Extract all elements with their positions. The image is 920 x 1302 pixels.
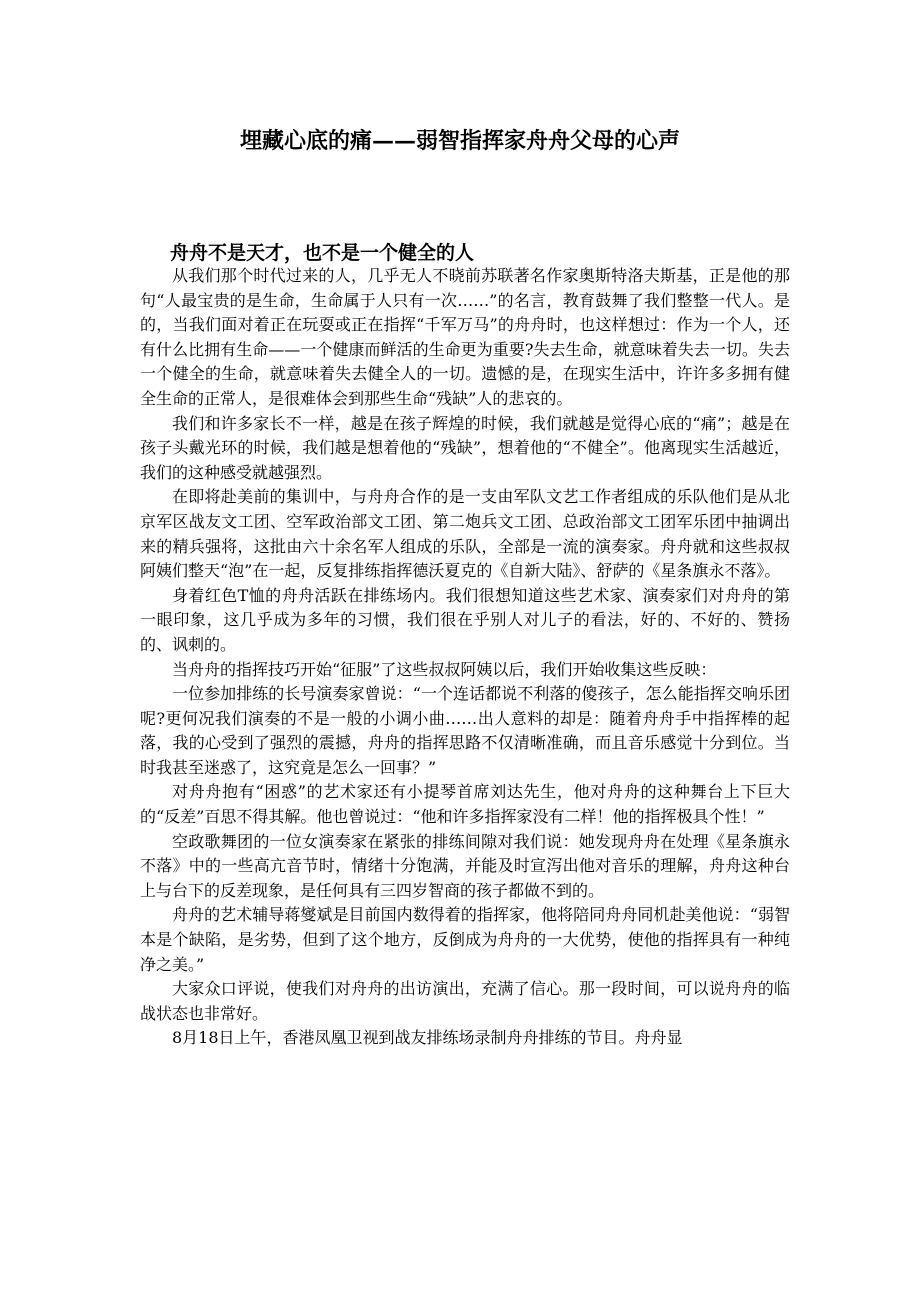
paragraph: 空政歌舞团的一位女演奏家在紧张的排练间隙对我们说：她发现舟舟在处理《星条旗永不落》中的一些高亢音节时，情绪十分饱满，并能及时宣泻出他对音乐的理解，舟舟这种台上与台下的反差现象，是任何具有三四岁智商的孩子都做不到的。	[140, 831, 790, 900]
paragraph: 8月18日上午，香港凤凰卫视到战友排练场录制舟舟排练的节目。舟舟显	[172, 1028, 683, 1048]
paragraph: 身着红色T恤的舟舟活跃在排练场内。我们很想知道这些艺术家、演奏家们对舟舟的第一眼印象，这几乎成为多年的习惯，我们很在乎别人对儿子的看法，好的、不好的、赞扬的、讽刺的。	[140, 585, 790, 654]
paragraph: 一位参加排练的长号演奏家曾说：“一个连话都说不利落的傻孩子，怎么能指挥交响乐团呢?更何况我们演奏的不是一般的小调小曲……出人意料的却是：随着舟舟手中指挥棒的起落，我的心受到了强烈的震撼，舟舟的指挥思路不仅清晰准确，而且音乐感觉十分到位。当时我甚至迷惑了，这究竟是怎么一回事？”	[140, 684, 790, 777]
paragraph: 我们和许多家长不一样，越是在孩子辉煌的时候，我们就越是觉得心底的“痛”；越是在孩子头戴光环的时候，我们越是想着他的“残缺”，想着他的“不健全”。他离现实生活越近，我们的这种感受就越强烈。	[140, 413, 790, 482]
document-body	[140, 264, 790, 1051]
paragraph: 从我们那个时代过来的人，几乎无人不晓前苏联著名作家奥斯特洛夫斯基，正是他的那句“人最宝贵的是生命，生命属于人只有一次……”的名言，教育鼓舞了我们整整一代人。是的，当我们面对着正在玩耍或正在指挥“千军万马”的舟舟时，也这样想过：作为一个人，还有什么比拥有生命——一个健康而鲜活的生命更为重要?失去生命，就意味着失去一切。失去一个健全的生命，就意味着失去健全人的一切。遗憾的是，在现实生活中，许许多多拥有健全生命的正常人，是很难体会到那些生命“残缺”人的悲哀的。	[140, 266, 790, 408]
paragraph: 舟舟的艺术辅导蒋燮斌是目前国内数得着的指挥家，他将陪同舟舟同机赴美他说：“弱智本是个缺陷，是劣势，但到了这个地方，反倒成为舟舟的一大优势，使他的指挥具有一种纯净之美。”	[140, 905, 790, 974]
paragraph: 在即将赴美前的集训中，与舟舟合作的是一支由军队文艺工作者组成的乐队他们是从北京军区战友文工团、空军政治部文工团、第二炮兵文工团、总政治部文工团军乐团中抽调出来的精兵强将，这批由六十余名军人组成的乐队，全部是一流的演奏家。舟舟就和这些叔叔阿姨们整天“泡”在一起，反复排练指挥德沃夏克的《自新大陆》、舒萨的《星条旗永不落》。	[140, 487, 790, 581]
paragraph: 对舟舟抱有“困惑”的艺术家还有小提琴首席刘达先生，他对舟舟的这种舞台上下巨大的“反差”百思不得其解。他也曾说过：“他和许多指挥家没有二样！他的指挥极具个性！”	[140, 782, 790, 827]
paragraph: 大家众口评说，使我们对舟舟的出访演出，充满了信心。那一段时间，可以说舟舟的临战状态也非常好。	[140, 979, 790, 1023]
paragraph: 当舟舟的指挥技巧开始“征服”了这些叔叔阿姨以后，我们开始收集这些反映：	[172, 659, 717, 679]
section-heading: 舟舟不是天才，也不是一个健全的人	[170, 242, 475, 264]
document-title: 埋藏心底的痛——弱智指挥家舟舟父母的心声	[239, 128, 680, 154]
